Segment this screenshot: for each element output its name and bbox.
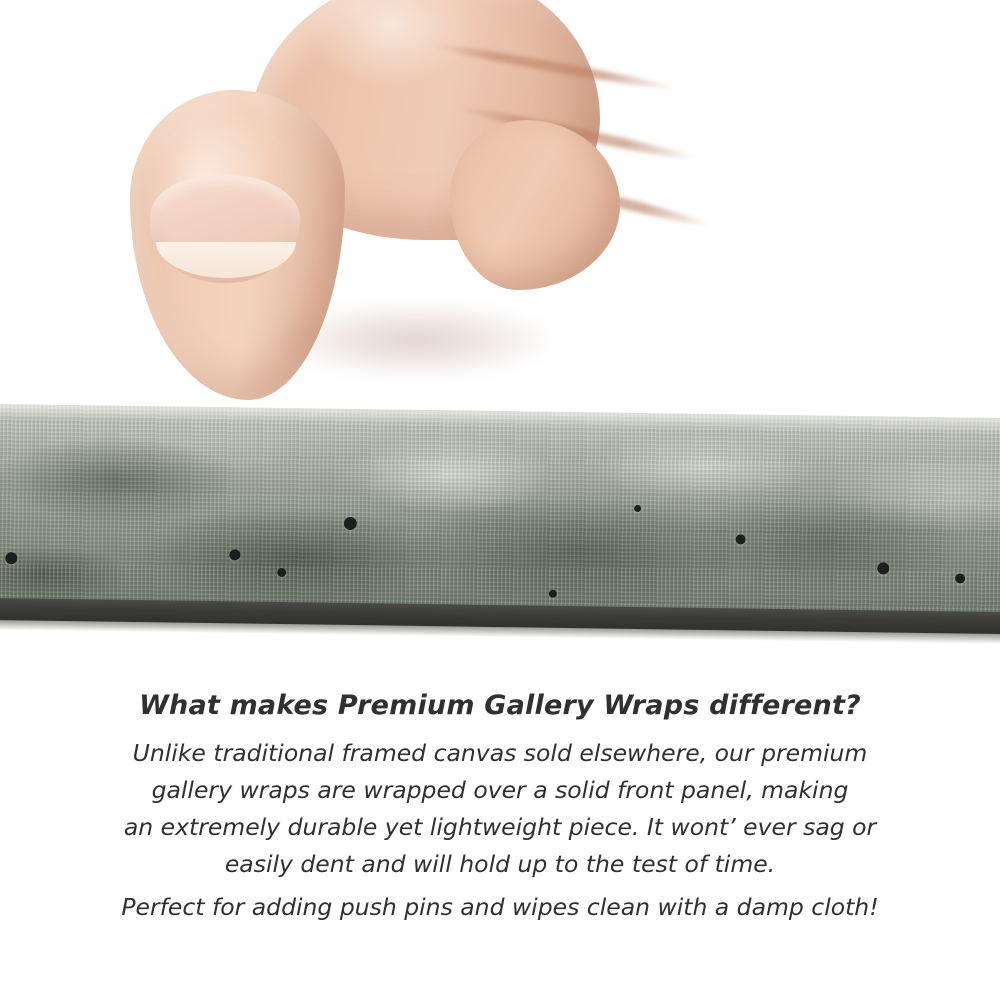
canvas-weave-texture (0, 404, 1000, 630)
canvas-speck (5, 552, 17, 564)
caption-line-2: gallery wraps are wrapped over a solid front panel, making (151, 776, 849, 804)
canvas-speck (277, 568, 286, 577)
canvas-speck (344, 517, 357, 530)
caption-block (0, 690, 1000, 926)
hand-shadow (270, 300, 560, 380)
caption-line-3: an extremely durable yet lightweight piece. It wont’ ever sag or (123, 813, 877, 841)
canvas-speck (549, 590, 557, 598)
canvas-speck (736, 534, 746, 544)
hand-illustration (120, 0, 590, 430)
caption-line-1: Unlike traditional framed canvas sold elsewhere, our premium (132, 739, 868, 767)
caption-line-5: Perfect for adding push pins and wipes clean with a damp cloth! (121, 893, 879, 921)
canvas-face-strip (0, 404, 1000, 630)
caption-line-4: easily dent and will hold up to the test of time. (224, 850, 776, 878)
canvas-speck (634, 505, 641, 512)
canvas-speck (955, 573, 965, 583)
canvas-speck (877, 562, 889, 574)
knuckle-crease-1 (431, 40, 679, 93)
caption-heading: What makes Premium Gallery Wraps different? (139, 690, 861, 721)
